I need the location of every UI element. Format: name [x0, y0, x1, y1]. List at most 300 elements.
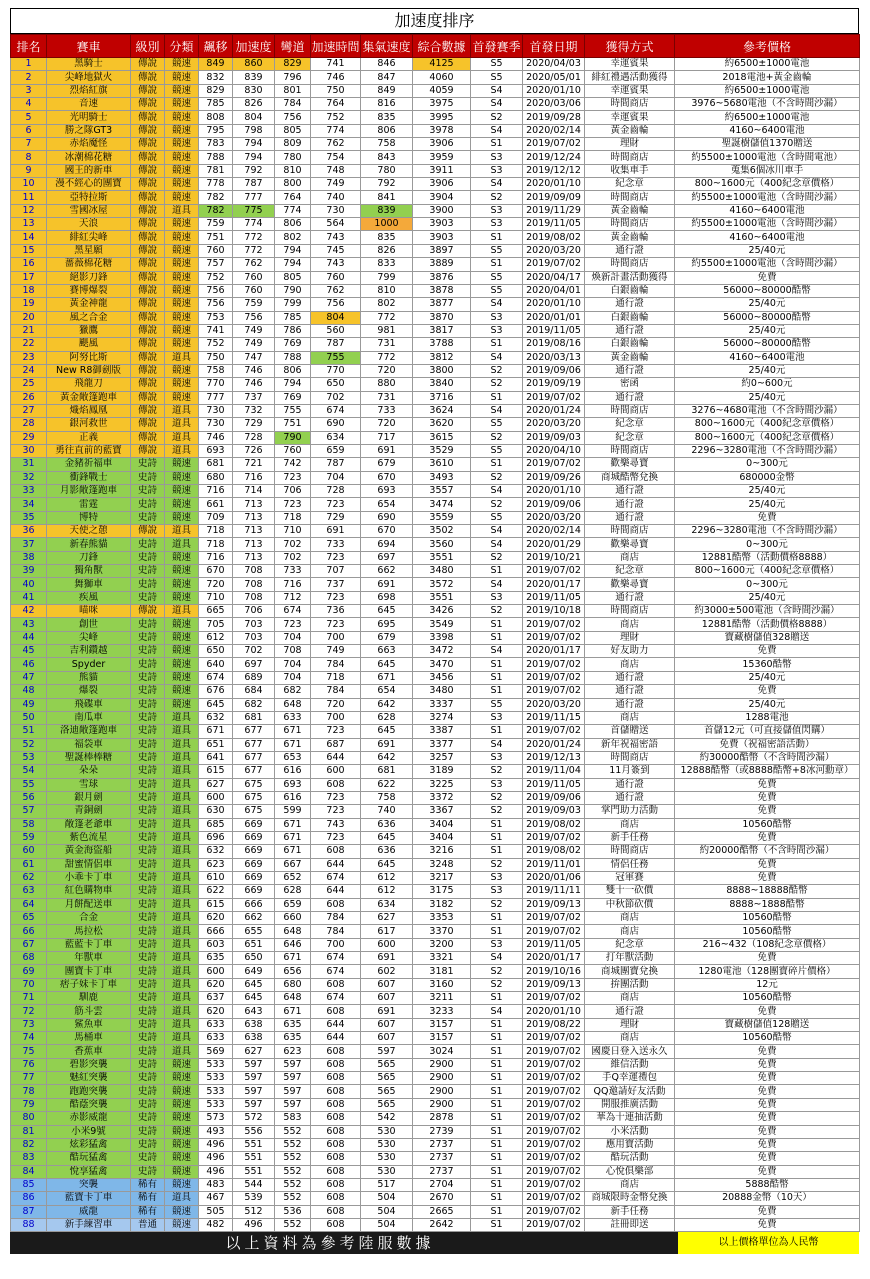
table-cell-獲得方式: 收集車手 — [585, 164, 675, 177]
table-row — [11, 658, 860, 671]
table-cell-加速時間: 723 — [311, 498, 361, 511]
table-cell-分類: 道具 — [165, 805, 199, 818]
table-cell-級別: 史詩 — [131, 898, 165, 911]
table-cell-飆移: 832 — [199, 71, 233, 84]
table-cell-排名: 42 — [11, 605, 47, 618]
table-cell-飆移: 633 — [199, 1018, 233, 1031]
table-cell-賽車: 獨角獸 — [47, 565, 131, 578]
table-cell-分類: 競速 — [165, 71, 199, 84]
table-cell-加速時間: 723 — [311, 618, 361, 631]
table-cell-獲得方式: 時間商店 — [585, 98, 675, 111]
table-row — [11, 298, 860, 311]
table-cell-獲得方式: 情侶任務 — [585, 858, 675, 871]
table-cell-級別: 史詩 — [131, 1058, 165, 1071]
table-cell-級別: 傳說 — [131, 71, 165, 84]
table-cell-加速度: 682 — [233, 698, 275, 711]
column-header: 加速時間 — [311, 35, 361, 58]
table-cell-分類: 競速 — [165, 565, 199, 578]
table-cell-彎道: 652 — [275, 871, 311, 884]
table-cell-綜合數據: 2737 — [413, 1152, 471, 1165]
table-cell-分類: 競速 — [165, 1218, 199, 1231]
table-cell-分類: 道具 — [165, 952, 199, 965]
table-cell-彎道: 723 — [275, 618, 311, 631]
table-cell-飆移: 467 — [199, 1192, 233, 1205]
table-cell-綜合數據: 3502 — [413, 525, 471, 538]
table-cell-分類: 道具 — [165, 818, 199, 831]
table-cell-賽車: 熾焰鳳凰 — [47, 404, 131, 417]
table-cell-級別: 史詩 — [131, 1165, 165, 1178]
table-cell-級別: 傳說 — [131, 324, 165, 337]
table-cell-綜合數據: 3372 — [413, 791, 471, 804]
table-cell-加速時間: 600 — [311, 765, 361, 778]
table-cell-集氣速度: 645 — [361, 725, 413, 738]
table-cell-加速時間: 564 — [311, 218, 361, 231]
table-cell-首發日期: 2020/03/20 — [523, 511, 585, 524]
table-cell-排名: 65 — [11, 912, 47, 925]
table-cell-首發賽季: S1 — [471, 1112, 523, 1125]
table-cell-飆移: 633 — [199, 1032, 233, 1045]
table-cell-飆移: 603 — [199, 938, 233, 951]
table-cell-級別: 史詩 — [131, 711, 165, 724]
table-cell-級別: 傳說 — [131, 178, 165, 191]
table-cell-賽車: 風之合金 — [47, 311, 131, 324]
table-cell-集氣速度: 849 — [361, 84, 413, 97]
table-cell-參考價格: 免費 — [675, 805, 860, 818]
table-cell-獲得方式: 打年獸活動 — [585, 952, 675, 965]
table-cell-彎道: 788 — [275, 351, 311, 364]
table-cell-彎道: 796 — [275, 71, 311, 84]
table-cell-首發日期: 2020/02/14 — [523, 124, 585, 137]
table-cell-飆移: 783 — [199, 138, 233, 151]
table-cell-分類: 道具 — [165, 898, 199, 911]
table-cell-參考價格: 0~300元 — [675, 578, 860, 591]
table-cell-首發賽季: S1 — [471, 1032, 523, 1045]
table-cell-集氣速度: 612 — [361, 885, 413, 898]
table-cell-飆移: 600 — [199, 965, 233, 978]
table-cell-分類: 競速 — [165, 645, 199, 658]
table-cell-參考價格: 25/40元 — [675, 671, 860, 684]
table-cell-分類: 道具 — [165, 1192, 199, 1205]
table-cell-彎道: 635 — [275, 1032, 311, 1045]
table-cell-集氣速度: 835 — [361, 111, 413, 124]
table-cell-集氣速度: 826 — [361, 244, 413, 257]
table-body — [11, 58, 860, 1232]
table-cell-飆移: 623 — [199, 858, 233, 871]
table-cell-加速時間: 723 — [311, 831, 361, 844]
table-cell-參考價格: 10560酷幣 — [675, 1032, 860, 1045]
table-cell-首發賽季: S3 — [471, 751, 523, 764]
table-cell-參考價格: 4160~6400電池 — [675, 204, 860, 217]
table-cell-加速度: 728 — [233, 431, 275, 444]
table-cell-賽車: 朵朵 — [47, 765, 131, 778]
table-cell-綜合數據: 2704 — [413, 1178, 471, 1191]
table-cell-彎道: 774 — [275, 204, 311, 217]
table-cell-加速時間: 741 — [311, 58, 361, 71]
table-row — [11, 404, 860, 417]
table-cell-飆移: 615 — [199, 765, 233, 778]
table-cell-彎道: 794 — [275, 244, 311, 257]
table-cell-級別: 史詩 — [131, 1032, 165, 1045]
table-cell-獲得方式: 商店 — [585, 992, 675, 1005]
table-cell-加速時間: 749 — [311, 645, 361, 658]
table-cell-分類: 道具 — [165, 725, 199, 738]
table-row — [11, 1218, 860, 1231]
table-cell-參考價格: 5888酷幣 — [675, 1178, 860, 1191]
table-cell-排名: 52 — [11, 738, 47, 751]
table-cell-賽車: 鯊魚車 — [47, 1018, 131, 1031]
table-cell-賽車: 紅色購物車 — [47, 885, 131, 898]
table-cell-加速時間: 770 — [311, 364, 361, 377]
table-cell-首發賽季: S4 — [471, 1005, 523, 1018]
table-cell-獲得方式: 小米活動 — [585, 1125, 675, 1138]
table-cell-獲得方式: 冠軍賽 — [585, 871, 675, 884]
table-cell-集氣速度: 565 — [361, 1085, 413, 1098]
table-cell-分類: 道具 — [165, 431, 199, 444]
table-cell-參考價格: 25/40元 — [675, 244, 860, 257]
table-cell-賽車: 雪球 — [47, 778, 131, 791]
table-cell-級別: 傳說 — [131, 284, 165, 297]
table-cell-加速時間: 608 — [311, 845, 361, 858]
table-cell-賽車: 酷玩猛禽 — [47, 1152, 131, 1165]
table-cell-排名: 33 — [11, 485, 47, 498]
table-cell-分類: 道具 — [165, 751, 199, 764]
table-cell-分類: 道具 — [165, 1045, 199, 1058]
table-cell-排名: 20 — [11, 311, 47, 324]
table-cell-賽車: Spyder — [47, 658, 131, 671]
table-cell-首發賽季: S2 — [471, 605, 523, 618]
table-cell-加速時間: 728 — [311, 485, 361, 498]
table-cell-獲得方式: 時間商店 — [585, 751, 675, 764]
table-cell-飆移: 746 — [199, 431, 233, 444]
table-cell-加速時間: 723 — [311, 791, 361, 804]
table-cell-加速時間: 644 — [311, 1018, 361, 1031]
table-row — [11, 1192, 860, 1205]
column-header: 首發賽季 — [471, 35, 523, 58]
table-cell-彎道: 633 — [275, 711, 311, 724]
table-cell-級別: 傳說 — [131, 525, 165, 538]
table-cell-加速時間: 729 — [311, 511, 361, 524]
table-cell-首發日期: 2020/04/03 — [523, 58, 585, 71]
table-cell-排名: 23 — [11, 351, 47, 364]
table-cell-加速時間: 700 — [311, 631, 361, 644]
table-cell-獲得方式: 通行證 — [585, 498, 675, 511]
table-cell-彎道: 784 — [275, 98, 311, 111]
table-cell-首發賽季: S1 — [471, 1205, 523, 1218]
table-cell-級別: 史詩 — [131, 925, 165, 938]
table-row — [11, 551, 860, 564]
table-cell-首發日期: 2019/07/02 — [523, 1138, 585, 1151]
table-cell-排名: 83 — [11, 1152, 47, 1165]
table-cell-飆移: 781 — [199, 164, 233, 177]
table-cell-獲得方式: 通行證 — [585, 364, 675, 377]
table-cell-集氣速度: 698 — [361, 591, 413, 604]
table-cell-加速時間: 644 — [311, 858, 361, 871]
table-row — [11, 645, 860, 658]
table-cell-集氣速度: 981 — [361, 324, 413, 337]
table-cell-分類: 競速 — [165, 298, 199, 311]
table-cell-賽車: 炫彩猛禽 — [47, 1138, 131, 1151]
table-cell-級別: 傳說 — [131, 111, 165, 124]
table-cell-級別: 傳說 — [131, 378, 165, 391]
table-cell-首發賽季: S2 — [471, 858, 523, 871]
table-cell-飆移: 693 — [199, 444, 233, 457]
table-row — [11, 685, 860, 698]
table-cell-加速時間: 644 — [311, 751, 361, 764]
table-cell-飆移: 627 — [199, 778, 233, 791]
table-cell-飆移: 760 — [199, 244, 233, 257]
table-cell-集氣速度: 602 — [361, 965, 413, 978]
table-cell-首發日期: 2019/12/12 — [523, 164, 585, 177]
table-cell-首發賽季: S2 — [471, 978, 523, 991]
table-cell-排名: 87 — [11, 1205, 47, 1218]
table-cell-排名: 56 — [11, 791, 47, 804]
table-cell-分類: 競速 — [165, 631, 199, 644]
table-cell-排名: 22 — [11, 338, 47, 351]
table-cell-集氣速度: 654 — [361, 685, 413, 698]
table-cell-綜合數據: 3404 — [413, 831, 471, 844]
table-cell-參考價格: 800~1600元（400紀念章價格） — [675, 178, 860, 191]
table-cell-參考價格: 2296~3280電池（不含時間沙漏） — [675, 444, 860, 457]
table-cell-加速度: 713 — [233, 498, 275, 511]
table-cell-飆移: 632 — [199, 845, 233, 858]
table-cell-綜合數據: 3377 — [413, 738, 471, 751]
table-cell-分類: 道具 — [165, 1032, 199, 1045]
table-row — [11, 1005, 860, 1018]
table-cell-分類: 競速 — [165, 218, 199, 231]
table-cell-級別: 稀有 — [131, 1205, 165, 1218]
table-cell-排名: 82 — [11, 1138, 47, 1151]
table-cell-級別: 史詩 — [131, 485, 165, 498]
table-cell-級別: 傳說 — [131, 351, 165, 364]
table-cell-集氣速度: 542 — [361, 1112, 413, 1125]
table-cell-集氣速度: 695 — [361, 618, 413, 631]
table-cell-集氣速度: 758 — [361, 138, 413, 151]
table-cell-首發日期: 2019/07/02 — [523, 1218, 585, 1231]
table-cell-綜合數據: 2900 — [413, 1098, 471, 1111]
column-header: 獲得方式 — [585, 35, 675, 58]
table-cell-綜合數據: 3225 — [413, 778, 471, 791]
table-cell-飆移: 757 — [199, 258, 233, 271]
table-cell-首發日期: 2019/11/01 — [523, 858, 585, 871]
table-cell-獲得方式: 商城酷幣兌換 — [585, 471, 675, 484]
table-row — [11, 631, 860, 644]
table-cell-綜合數據: 4060 — [413, 71, 471, 84]
table-cell-首發日期: 2020/03/20 — [523, 698, 585, 711]
table-cell-參考價格: 首儲12元（可直接儲值閃購） — [675, 725, 860, 738]
table-cell-賽車: 正義 — [47, 431, 131, 444]
table-cell-綜合數據: 3216 — [413, 845, 471, 858]
table-cell-加速度: 655 — [233, 925, 275, 938]
table-cell-加速度: 747 — [233, 351, 275, 364]
table-cell-賽車: 天使之憩 — [47, 525, 131, 538]
table-cell-彎道: 671 — [275, 952, 311, 965]
table-cell-獲得方式: 商店 — [585, 618, 675, 631]
table-cell-首發賽季: S1 — [471, 1218, 523, 1231]
table-cell-加速時間: 634 — [311, 431, 361, 444]
table-cell-獲得方式: QQ邀請好友活動 — [585, 1085, 675, 1098]
table-cell-賽車: 尖峰 — [47, 631, 131, 644]
table-cell-排名: 17 — [11, 271, 47, 284]
table-row — [11, 1138, 860, 1151]
table-cell-首發日期: 2019/07/02 — [523, 138, 585, 151]
table-cell-首發賽季: S1 — [471, 618, 523, 631]
table-cell-集氣速度: 671 — [361, 671, 413, 684]
table-cell-飆移: 685 — [199, 818, 233, 831]
table-cell-獲得方式: 首儲贈送 — [585, 725, 675, 738]
table-cell-排名: 36 — [11, 525, 47, 538]
table-cell-分類: 競速 — [165, 1085, 199, 1098]
table-cell-首發賽季: S1 — [471, 685, 523, 698]
table-cell-排名: 47 — [11, 671, 47, 684]
table-cell-分類: 道具 — [165, 351, 199, 364]
table-cell-加速時間: 674 — [311, 965, 361, 978]
table-cell-級別: 傳說 — [131, 84, 165, 97]
table-cell-賽車: 薔薇棉花糖 — [47, 258, 131, 271]
table-cell-加速時間: 608 — [311, 898, 361, 911]
column-header: 綜合數據 — [413, 35, 471, 58]
table-cell-彎道: 751 — [275, 418, 311, 431]
table-cell-加速時間: 690 — [311, 418, 361, 431]
table-cell-首發賽季: S1 — [471, 1152, 523, 1165]
table-row — [11, 284, 860, 297]
table-cell-參考價格: 10560酷幣 — [675, 992, 860, 1005]
table-cell-排名: 70 — [11, 978, 47, 991]
table-cell-加速時間: 608 — [311, 1125, 361, 1138]
table-cell-加速時間: 760 — [311, 271, 361, 284]
table-cell-綜合數據: 2900 — [413, 1072, 471, 1085]
table-cell-飆移: 651 — [199, 738, 233, 751]
table-row — [11, 138, 860, 151]
table-cell-加速時間: 749 — [311, 178, 361, 191]
table-row — [11, 671, 860, 684]
table-cell-彎道: 809 — [275, 138, 311, 151]
table-cell-分類: 道具 — [165, 711, 199, 724]
table-cell-首發賽季: S1 — [471, 1072, 523, 1085]
table-cell-參考價格: 56000~80000酷幣 — [675, 284, 860, 297]
table-cell-獲得方式: 時間商店 — [585, 151, 675, 164]
table-cell-集氣速度: 607 — [361, 1032, 413, 1045]
table-cell-首發日期: 2019/11/11 — [523, 885, 585, 898]
table-cell-綜合數據: 3840 — [413, 378, 471, 391]
table-cell-賽車: 酷蔭突襲 — [47, 1098, 131, 1111]
table-cell-首發賽季: S5 — [471, 71, 523, 84]
table-cell-集氣速度: 835 — [361, 231, 413, 244]
table-cell-參考價格: 2018電池+黃金齒輪 — [675, 71, 860, 84]
table-cell-飆移: 674 — [199, 671, 233, 684]
table-cell-參考價格: 免費 — [675, 685, 860, 698]
table-cell-首發日期: 2020/01/17 — [523, 645, 585, 658]
table-cell-參考價格: 1280電池（128團寶碎片價格） — [675, 965, 860, 978]
table-cell-集氣速度: 720 — [361, 364, 413, 377]
table-row — [11, 725, 860, 738]
table-cell-獲得方式: 通行證 — [585, 324, 675, 337]
table-cell-加速時間: 774 — [311, 124, 361, 137]
table-cell-首發賽季: S4 — [471, 124, 523, 137]
table-cell-參考價格: 20888金幣（10天） — [675, 1192, 860, 1205]
table-cell-級別: 史詩 — [131, 1005, 165, 1018]
table-cell-分類: 競速 — [165, 1165, 199, 1178]
table-cell-首發日期: 2019/11/05 — [523, 778, 585, 791]
table-cell-賽車: 紫色流星 — [47, 831, 131, 844]
table-cell-加速度: 826 — [233, 98, 275, 111]
table-cell-首發日期: 2019/07/02 — [523, 618, 585, 631]
table-cell-飆移: 650 — [199, 645, 233, 658]
table-cell-排名: 55 — [11, 778, 47, 791]
table-cell-彎道: 790 — [275, 431, 311, 444]
table-cell-彎道: 704 — [275, 658, 311, 671]
table-cell-排名: 85 — [11, 1178, 47, 1191]
table-cell-綜合數據: 3903 — [413, 231, 471, 244]
table-cell-賽車: 突襲 — [47, 1178, 131, 1191]
table-cell-級別: 史詩 — [131, 938, 165, 951]
table-cell-獲得方式: 通行證 — [585, 391, 675, 404]
table-cell-排名: 46 — [11, 658, 47, 671]
table-cell-獲得方式: 幸運賓果 — [585, 84, 675, 97]
table-cell-排名: 37 — [11, 538, 47, 551]
table-cell-首發日期: 2019/07/02 — [523, 391, 585, 404]
table-cell-彎道: 704 — [275, 631, 311, 644]
table-cell-排名: 75 — [11, 1045, 47, 1058]
table-row — [11, 1098, 860, 1111]
table-cell-彎道: 660 — [275, 912, 311, 925]
table-cell-參考價格: 約0~600元 — [675, 378, 860, 391]
table-cell-集氣速度: 758 — [361, 791, 413, 804]
table-cell-級別: 史詩 — [131, 1098, 165, 1111]
table-cell-加速時間: 752 — [311, 111, 361, 124]
table-cell-彎道: 616 — [275, 791, 311, 804]
table-cell-加速度: 749 — [233, 338, 275, 351]
table-cell-獲得方式: 國慶日登入送永久 — [585, 1045, 675, 1058]
table-cell-加速時間: 608 — [311, 1112, 361, 1125]
table-cell-加速時間: 702 — [311, 391, 361, 404]
table-cell-賽車: 飛龍刀 — [47, 378, 131, 391]
table-cell-級別: 傳說 — [131, 418, 165, 431]
table-cell-賽車: 新手練習車 — [47, 1218, 131, 1231]
table-cell-獲得方式: 商店 — [585, 818, 675, 831]
table-cell-加速時間: 608 — [311, 1165, 361, 1178]
table-cell-參考價格: 寶藏樹儲值128贈送 — [675, 1018, 860, 1031]
table-cell-綜合數據: 3817 — [413, 324, 471, 337]
table-cell-首發日期: 2019/09/03 — [523, 805, 585, 818]
table-cell-彎道: 597 — [275, 1058, 311, 1071]
table-cell-排名: 19 — [11, 298, 47, 311]
table-cell-排名: 40 — [11, 578, 47, 591]
table-cell-加速度: 713 — [233, 538, 275, 551]
table-cell-級別: 史詩 — [131, 658, 165, 671]
table-cell-級別: 史詩 — [131, 498, 165, 511]
table-cell-飆移: 533 — [199, 1085, 233, 1098]
table-cell-加速度: 649 — [233, 965, 275, 978]
table-cell-加速時間: 743 — [311, 258, 361, 271]
table-cell-參考價格: 680000金幣 — [675, 471, 860, 484]
table-cell-級別: 史詩 — [131, 992, 165, 1005]
table-cell-飆移: 620 — [199, 978, 233, 991]
table-row — [11, 191, 860, 204]
table-cell-綜合數據: 2900 — [413, 1058, 471, 1071]
table-row — [11, 1178, 860, 1191]
table-cell-加速時間: 737 — [311, 578, 361, 591]
table-row — [11, 1032, 860, 1045]
table-cell-飆移: 615 — [199, 898, 233, 911]
table-cell-集氣速度: 645 — [361, 605, 413, 618]
table-cell-級別: 史詩 — [131, 791, 165, 804]
table-cell-級別: 史詩 — [131, 1085, 165, 1098]
table-cell-級別: 傳說 — [131, 605, 165, 618]
table-row — [11, 858, 860, 871]
table-cell-加速時間: 608 — [311, 1058, 361, 1071]
table-cell-分類: 道具 — [165, 738, 199, 751]
table-row — [11, 605, 860, 618]
